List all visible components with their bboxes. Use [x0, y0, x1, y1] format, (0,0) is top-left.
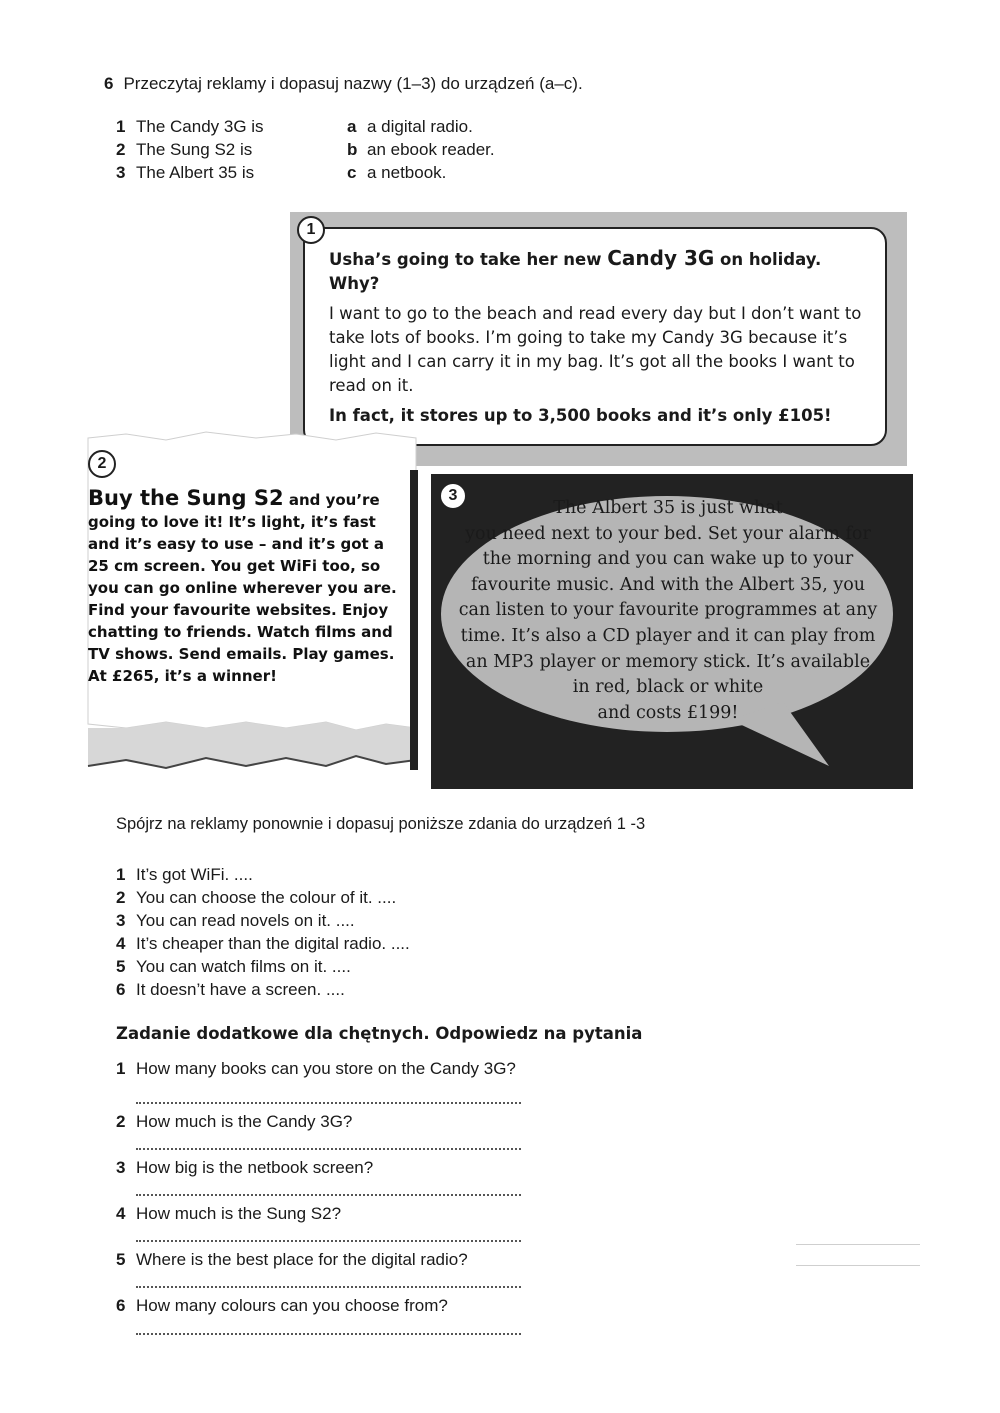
question: 2 How much is the Candy 3G? — [116, 1112, 353, 1131]
question: 4 How much is the Sung S2? — [116, 1204, 342, 1223]
question: 5 Where is the best place for the digital radio? — [116, 1250, 468, 1269]
ad3-number-badge: 3 — [439, 482, 467, 510]
answer-line[interactable] — [136, 1102, 521, 1104]
ad1-body: I want to go to the beach and read every day but I don’t want to take lots of books. I’m going to take my Candy 3G because it’s light and I can carry it in my bag. It’s got all the books I want to read on it. — [329, 304, 862, 395]
list-item: 6 It doesn’t have a screen. .... — [116, 980, 345, 999]
match-right-item: c a netbook. — [347, 163, 447, 182]
list-item: 1 It’s got WiFi. .... — [116, 865, 253, 884]
divider — [796, 1265, 920, 1266]
ad2-brand: Buy the Sung S2 — [88, 486, 284, 510]
exercise-number: 6 — [104, 74, 114, 93]
exercise-instruction: Przeczytaj reklamy i dopasuj nazwy (1–3) do urządzeń (a–c). — [123, 74, 583, 93]
ad1-heading: Usha’s going to take her new Candy 3G on holiday. Why? — [329, 246, 822, 293]
answer-line[interactable] — [136, 1286, 521, 1288]
match-right-item: a a digital radio. — [347, 117, 473, 136]
match-right-list — [347, 115, 495, 184]
list-item: 4 It’s cheaper than the digital radio. .... — [116, 934, 410, 953]
match-left-list — [116, 115, 264, 184]
ad1-number-badge: 1 — [297, 216, 325, 244]
section3-title: Zadanie dodatkowe dla chętnych. Odpowiedz na pytania — [116, 1024, 643, 1043]
section2-title: Spójrz na reklamy ponownie i dopasuj poniższe zdania do urządzeń 1 -3 — [116, 815, 646, 833]
answer-line[interactable] — [136, 1148, 521, 1150]
ad2-number-badge: 2 — [88, 450, 116, 478]
match-right-item: b an ebook reader. — [347, 140, 495, 159]
question: 3 How big is the netbook screen? — [116, 1158, 374, 1177]
match-left-item: 1 The Candy 3G is — [116, 117, 264, 136]
section2-list — [116, 863, 410, 1001]
ad1-brand: Candy 3G — [607, 246, 715, 270]
answer-line[interactable] — [136, 1240, 521, 1242]
exercise-title — [104, 74, 583, 94]
answer-line[interactable] — [136, 1333, 521, 1335]
list-item: 3 You can read novels on it. .... — [116, 911, 355, 930]
question: 6 How many colours can you choose from? — [116, 1296, 448, 1315]
answer-line[interactable] — [136, 1194, 521, 1196]
ad1-text — [329, 246, 874, 434]
divider — [796, 1244, 920, 1245]
ad3-text: The Albert 35 is just what you need next to your bed. Set your alarm for the morning and you can wake up to your favourite music. And with the Albert 35, you can listen to your favourite programmes at any time. It’s also a CD player and it can play from an MP3 player or memory stick. It’s available in red, black or white and costs £199! — [458, 498, 878, 723]
question: 1 How many books can you store on the Candy 3G? — [116, 1059, 516, 1078]
list-item: 2 You can choose the colour of it. .... — [116, 888, 397, 907]
ad2-text — [88, 487, 406, 687]
match-left-item: 3 The Albert 35 is — [116, 163, 255, 182]
ad1-footer: In fact, it stores up to 3,500 books and it’s only £105! — [329, 406, 832, 425]
match-left-item: 2 The Sung S2 is — [116, 140, 253, 159]
list-item: 5 You can watch films on it. .... — [116, 957, 351, 976]
ad2-body: and you’re going to love it! It’s light, it’s fast and it’s easy to use – and it’s got a 25 cm screen. You get WiFi too, so you can go online wherever you are. Find your favourite websites. Enjoy chatting to friends. Watch films and TV shows. Send emails. Play games. At £265, it’s a winner! — [88, 491, 397, 685]
ad2-divider — [410, 470, 418, 770]
